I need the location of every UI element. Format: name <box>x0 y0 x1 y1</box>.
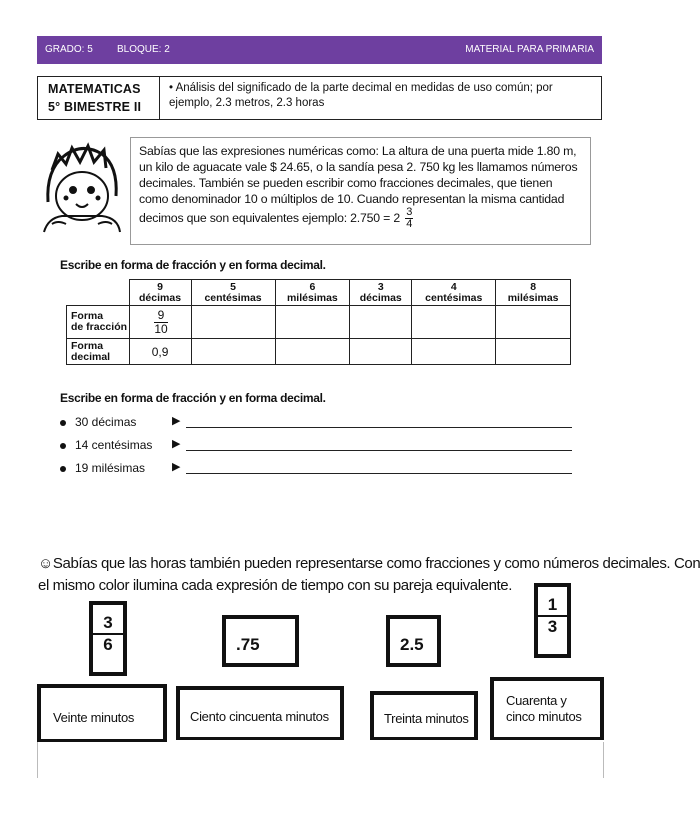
time-card[interactable]: Ciento cincuenta minutos <box>176 686 344 740</box>
section1-title: Escribe en forma de fracción y en forma decimal. <box>60 258 326 272</box>
list-item-label: 30 décimas <box>75 415 137 429</box>
table-header-row <box>67 280 571 306</box>
box-frac-num: 3 <box>93 613 123 635</box>
subject-period: 5° BIMESTRE II <box>48 100 142 114</box>
info-frac-den: 4 <box>406 218 413 230</box>
answer-line[interactable] <box>186 473 572 474</box>
left-rule <box>37 742 38 778</box>
table-cell[interactable] <box>191 306 275 339</box>
col-num: 9 <box>157 280 163 293</box>
arrow-icon: ▶ <box>172 461 181 473</box>
answer-line[interactable] <box>186 450 572 451</box>
col-num: 4 <box>450 280 457 293</box>
row-label <box>67 306 130 339</box>
table-col-header <box>496 280 571 306</box>
box-frac-num: 1 <box>538 595 567 617</box>
table-cell[interactable] <box>129 306 191 339</box>
table-col-header <box>412 280 496 306</box>
row-label-line: decimal <box>71 350 111 363</box>
table-col-header <box>275 280 350 306</box>
table-row <box>67 306 571 339</box>
table-cell[interactable]: 0,9 <box>129 339 191 365</box>
material-label: MATERIAL PARA PRIMARIA <box>465 44 594 55</box>
table-cell[interactable] <box>275 306 350 339</box>
col-num: 5 <box>230 280 236 293</box>
col-unit: décimas <box>359 291 402 304</box>
decimal-box[interactable]: .75 <box>222 615 299 667</box>
box-frac-den: 6 <box>103 635 113 654</box>
frac-num: 9 <box>154 309 167 323</box>
table-col-header <box>191 280 275 306</box>
fraction-table <box>66 279 571 365</box>
col-num: 3 <box>377 280 384 293</box>
list-item-label: 14 centésimas <box>75 438 153 452</box>
row-label <box>67 339 130 365</box>
info-fraction <box>405 207 413 230</box>
section2-title: Escribe en forma de fracción y en forma decimal. <box>60 391 326 405</box>
time-card[interactable]: Veinte minutos <box>37 684 167 742</box>
subject-box <box>37 76 602 120</box>
right-rule <box>603 742 604 778</box>
subject-name <box>38 77 160 119</box>
info-box <box>130 137 591 245</box>
bullet-icon <box>60 466 66 472</box>
time-card[interactable]: Treinta minutos <box>370 691 478 740</box>
fraction-box[interactable] <box>534 583 571 658</box>
table-col-header <box>350 280 412 306</box>
child-illustration <box>38 140 124 240</box>
table-col-header <box>129 280 191 306</box>
info-text <box>139 143 584 230</box>
header-bar <box>37 36 602 64</box>
table-cell[interactable] <box>496 339 571 365</box>
section3-intro <box>38 553 700 597</box>
row-label-line: Forma <box>71 339 104 352</box>
table-cell[interactable] <box>412 339 496 365</box>
table-cell[interactable] <box>350 306 412 339</box>
section3-line1: ☺Sabías que las horas también pueden representarse como fracciones y como números decimales. Con <box>38 555 700 572</box>
box-frac-den: 3 <box>547 617 558 636</box>
card-line: Cuarenta y <box>506 693 567 708</box>
bullet-icon <box>60 420 66 426</box>
table-cell[interactable] <box>275 339 350 365</box>
info-frac-num: 3 <box>406 206 413 218</box>
answer-line[interactable] <box>186 427 572 428</box>
arrow-icon: ▶ <box>172 438 181 450</box>
table-cell[interactable] <box>412 306 496 339</box>
list-item <box>60 461 145 475</box>
list-item-label: 19 milésimas <box>75 461 146 475</box>
time-card[interactable] <box>490 677 604 740</box>
row-label-line: Forma <box>71 310 104 322</box>
grade-label: GRADO: 5 <box>45 44 93 55</box>
example-fraction <box>154 309 167 336</box>
subject-topic: • Análisis del significado de la parte decimal en medidas de uso común; por ejemplo, 2.3 metros, 2.3 horas <box>169 82 553 109</box>
col-unit: milésimas <box>286 291 338 304</box>
col-unit: centésimas <box>204 291 262 304</box>
bullet-icon <box>60 443 66 449</box>
row-label-line: de fracción <box>71 321 128 333</box>
subject-title: MATEMATICAS <box>48 82 141 96</box>
table-cell[interactable] <box>191 339 275 365</box>
section3-line2: el mismo color ilumina cada expresión de tiempo con su pareja equivalente. <box>38 577 513 594</box>
col-unit: milésimas <box>507 291 559 304</box>
col-unit: décimas <box>139 291 182 304</box>
col-num: 6 <box>309 280 316 293</box>
table-cell[interactable] <box>350 339 412 365</box>
col-num: 8 <box>530 280 537 293</box>
card-line: cinco minutos <box>506 709 582 724</box>
arrow-icon: ▶ <box>172 415 181 427</box>
table-row <box>67 339 571 365</box>
info-paragraph: Sabías que las expresiones numéricas como: La altura de una puerta mide 1.80 m, un kilo de aguacate vale $ 24.65, o la sandía pesa 2. 750 kg les llamamos números decimales. También se pueden escribir como fracciones decimales, que tienen como denominador 10 o múltiplos de 10. Cuando representan la misma cantidad decimos que son equivalentes ejemplo: 2.750 = 2 <box>139 144 578 225</box>
fraction-box[interactable] <box>89 601 127 676</box>
col-unit: centésimas <box>425 291 483 304</box>
block-label: BLOQUE: 2 <box>117 44 170 55</box>
table-cell[interactable] <box>496 306 571 339</box>
frac-den: 10 <box>154 321 168 336</box>
table-corner <box>67 280 130 306</box>
list-item <box>60 438 152 452</box>
decimal-box[interactable]: 2.5 <box>386 615 441 667</box>
list-item <box>60 415 136 429</box>
